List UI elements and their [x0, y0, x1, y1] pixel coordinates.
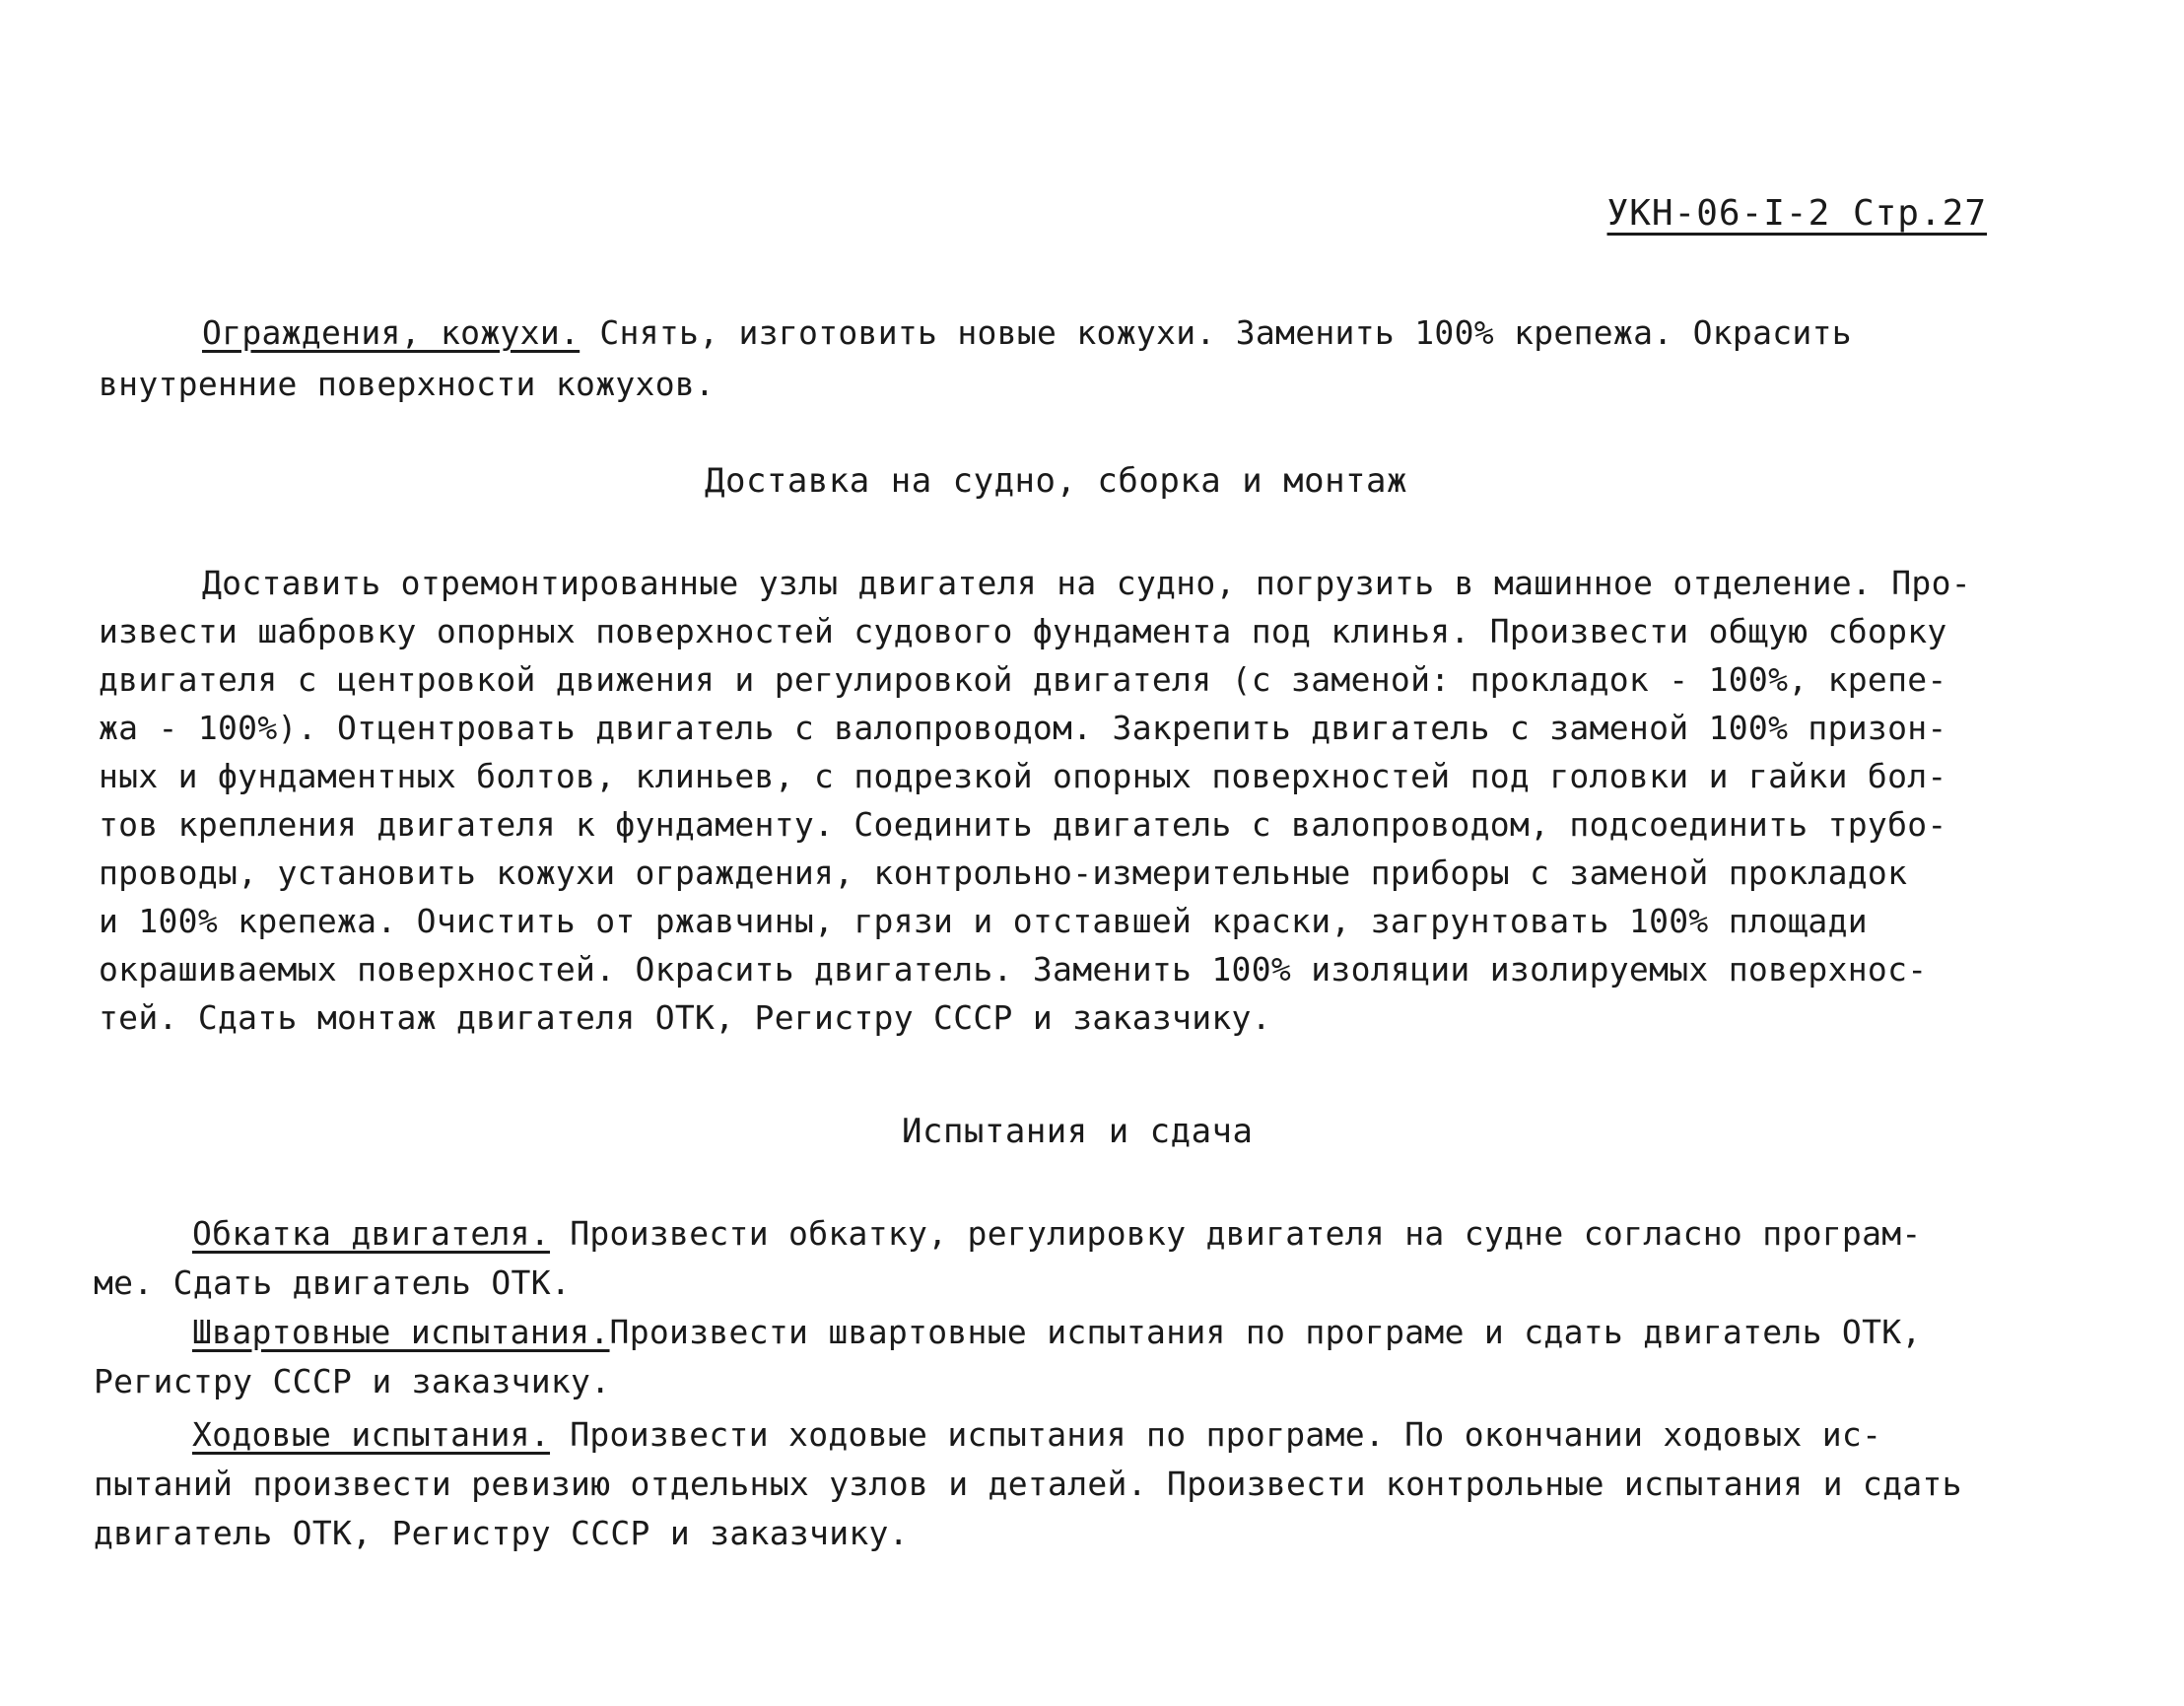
- delivery-text-line-3: двигателя с центровкой движения и регулировкой двигателя (с заменой: прокладок - 100%, крепе-: [99, 660, 1947, 699]
- running-in-line-2: ме. Сдать двигатель ОТК.: [94, 1263, 572, 1302]
- delivery-text-line-6: тов крепления двигателя к фундаменту. Соединить двигатель с валопроводом, подсоединить трубо-: [99, 805, 1947, 844]
- guards-heading: Ограждения, кожухи.: [202, 313, 580, 352]
- section-title-delivery: Доставка на судно, сборка и монтаж: [705, 461, 1407, 501]
- delivery-text-line-5: ных и фундаментных болтов, клиньев, с подрезкой опорных поверхностей под головки и гайки бол-: [99, 757, 1947, 795]
- sea-trials-line-2: пытаний произвести ревизию отдельных узлов и деталей. Произвести контрольные испытания и сдать: [94, 1465, 1962, 1503]
- delivery-text-line-1: Доставить отремонтированные узлы двигателя на судно, погрузить в машинное отделение. Про-: [202, 564, 1971, 602]
- mooring-tests-line-2: Регистру СССР и заказчику.: [94, 1362, 611, 1400]
- mooring-tests-heading: Швартовные испытания.: [192, 1313, 610, 1351]
- sea-trials-line-1: [192, 1415, 1881, 1455]
- paragraph-guards-line-2: внутренние поверхности кожухов.: [99, 365, 716, 403]
- delivery-text-line-9: окрашиваемых поверхностей. Окрасить двигатель. Заменить 100% изоляции изолируемых поверхнос-: [99, 950, 1928, 989]
- paragraph-guards-line-1: [202, 313, 1852, 353]
- sea-trials-heading: Ходовые испытания.: [192, 1415, 551, 1454]
- guards-text-1: Снять, изготовить новые кожухи. Заменить 100% крепежа. Окрасить: [580, 313, 1852, 352]
- delivery-text-line-2: извести шабровку опорных поверхностей судового фундамента под клинья. Произвести общую сборку: [99, 612, 1947, 650]
- document-reference: УКН-06-I-2 Стр.27: [1606, 193, 1987, 234]
- mooring-tests-text-1: Произвести швартовные испытания по програме и сдать двигатель ОТК,: [609, 1313, 1922, 1351]
- section-title-tests: Испытания и сдача: [902, 1112, 1254, 1151]
- sea-trials-text-1: Произвести ходовые испытания по програме. По окончании ходовых ис-: [550, 1415, 1882, 1454]
- delivery-text-line-7: проводы, установить кожухи ограждения, контрольно-измерительные приборы с заменой прокладок: [99, 853, 1908, 892]
- delivery-text-line-4: жа - 100%). Отцентровать двигатель с валопроводом. Закрепить двигатель с заменой 100% призон-: [99, 709, 1947, 747]
- sea-trials-line-3: двигатель ОТК, Регистру СССР и заказчику.: [94, 1514, 909, 1552]
- running-in-heading: Обкатка двигателя.: [192, 1214, 551, 1253]
- running-in-line-1: [192, 1214, 1922, 1254]
- delivery-text-line-8: и 100% крепежа. Очистить от ржавчины, грязи и отставшей краски, загрунтовать 100% площади: [99, 902, 1868, 940]
- delivery-text-line-10: тей. Сдать монтаж двигателя ОТК, Регистру СССР и заказчику.: [99, 998, 1271, 1037]
- mooring-tests-line-1: [192, 1313, 1922, 1352]
- running-in-text-1: Произвести обкатку, регулировку двигателя на судне согласно програм-: [550, 1214, 1922, 1253]
